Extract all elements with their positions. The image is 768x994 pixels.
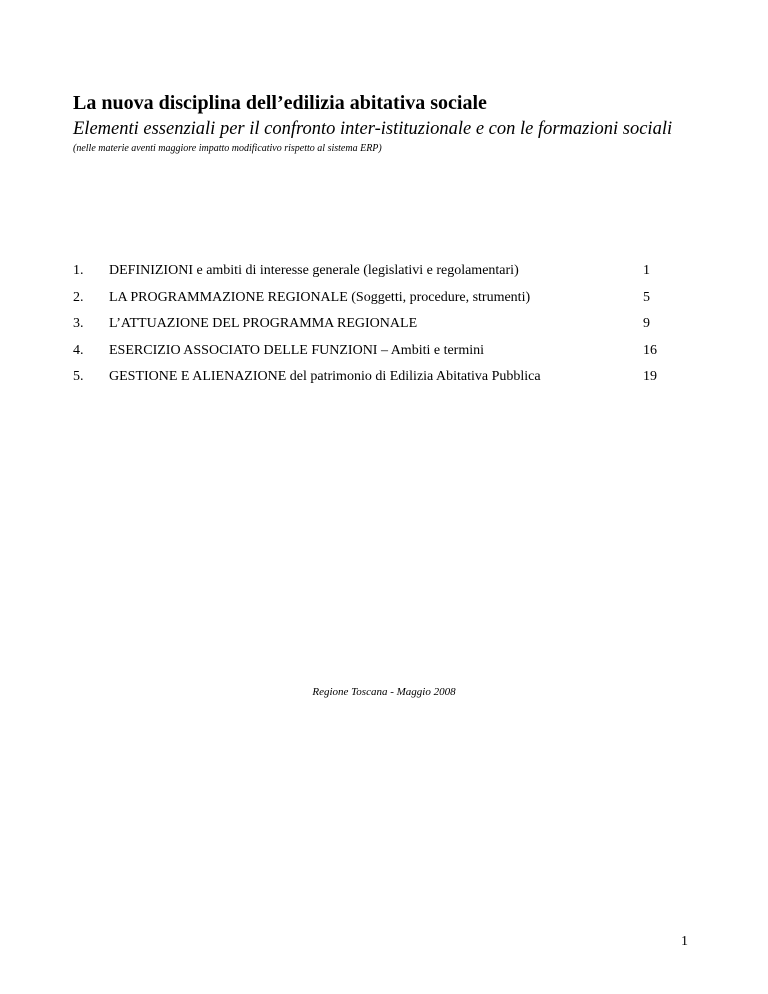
toc-entry-number: 1. (73, 263, 84, 278)
toc-entry-page: 19 (643, 369, 657, 384)
page-number: 1 (681, 934, 688, 949)
toc-entry-label: ESERCIZIO ASSOCIATO DELLE FUNZIONI – Ambiti e termini (109, 342, 485, 358)
document-title: La nuova disciplina dell’edilizia abitativa sociale (73, 92, 487, 114)
document-note: (nelle materie aventi maggiore impatto modificativo rispetto al sistema ERP) (73, 143, 382, 154)
toc-entry-label: LA PROGRAMMAZIONE REGIONALE (Soggetti, procedure, strumenti) (109, 289, 531, 305)
document-footer: Regione Toscana - Maggio 2008 (312, 686, 456, 698)
toc-entry-label: DEFINIZIONI e ambiti di interesse generale (legislativi e regolamentari) (109, 263, 519, 278)
toc-entry-number: 2. (73, 289, 84, 305)
toc-entry-label: L’ATTUAZIONE DEL PROGRAMMA REGIONALE (109, 316, 418, 331)
toc-entry-label: GESTIONE E ALIENAZIONE del patrimonio di Edilizia Abitativa Pubblica (109, 369, 541, 384)
toc-entry (73, 290, 673, 317)
document-subtitle: Elementi essenziali per il confronto inter-istituzionale e con le formazioni sociali (73, 119, 673, 139)
toc-entry-number: 4. (73, 342, 84, 358)
toc-entry-page: 9 (643, 316, 650, 331)
toc-entry (73, 316, 673, 343)
toc-entry (73, 263, 673, 290)
toc-entry-number: 5. (73, 369, 84, 384)
toc-entry-number: 3. (73, 316, 84, 331)
toc-entry (73, 369, 673, 396)
toc-entry (73, 343, 673, 370)
toc-entry-page: 5 (643, 289, 650, 305)
toc-entry-page: 1 (643, 263, 650, 278)
table-of-contents (73, 263, 673, 396)
toc-entry-page: 16 (643, 342, 657, 358)
